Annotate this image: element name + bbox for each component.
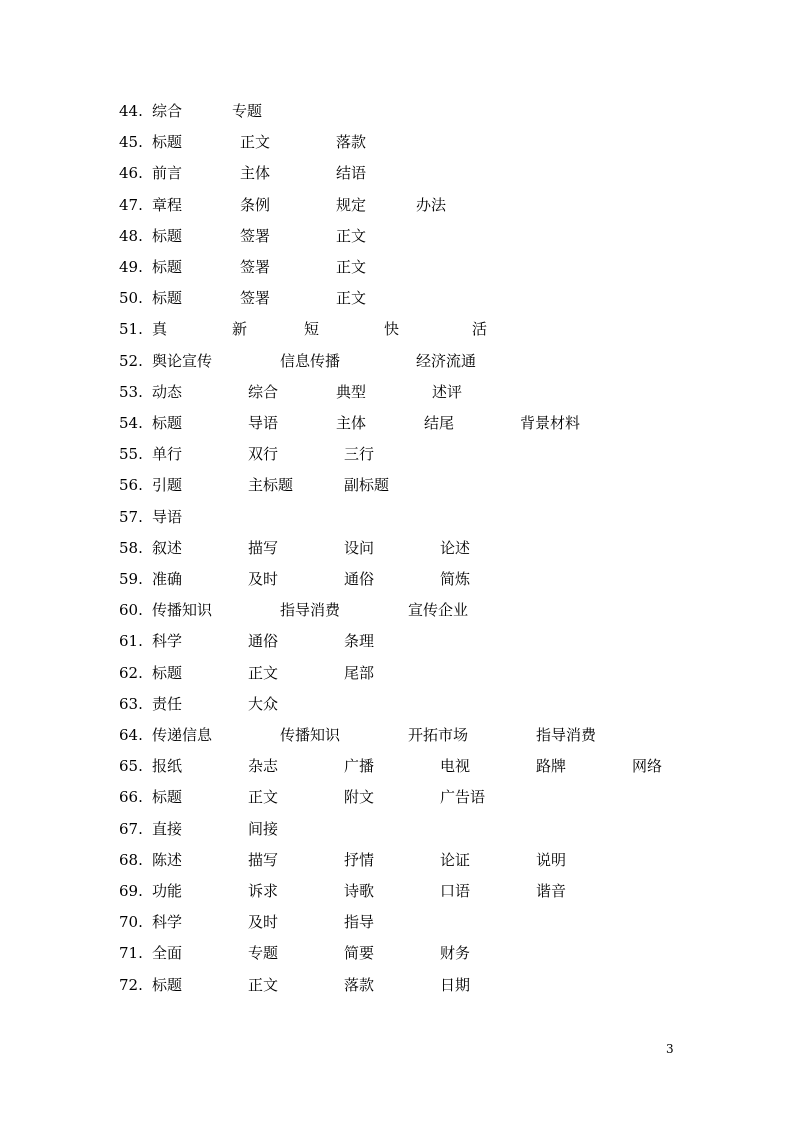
answer-number: 61. xyxy=(119,632,143,651)
answer-term: 陈述 xyxy=(152,850,183,869)
answer-term: 及时 xyxy=(248,913,279,932)
answer-number: 47. xyxy=(119,195,143,214)
answer-term: 标题 xyxy=(152,133,183,152)
answer-term: 直接 xyxy=(152,819,183,838)
answer-row xyxy=(0,630,794,652)
answer-number: 52. xyxy=(119,351,143,370)
answer-number: 58. xyxy=(119,538,143,557)
answer-term: 及时 xyxy=(248,570,279,588)
answer-row xyxy=(0,131,794,153)
answer-row xyxy=(0,256,794,278)
answer-number: 72. xyxy=(119,975,143,994)
answer-term: 电视 xyxy=(440,757,471,776)
answer-row xyxy=(0,100,794,122)
answer-term: 标题 xyxy=(152,258,183,276)
answer-term: 间接 xyxy=(248,819,279,838)
answer-term: 通俗 xyxy=(248,632,279,651)
answer-term: 签署 xyxy=(240,226,271,245)
answer-term: 杂志 xyxy=(248,757,279,776)
answer-term: 谐音 xyxy=(536,882,567,900)
answer-term: 说明 xyxy=(536,850,567,869)
answer-term: 广告语 xyxy=(440,788,486,807)
answer-number: 59. xyxy=(119,570,143,588)
answer-term: 综合 xyxy=(152,102,183,120)
answer-term: 简炼 xyxy=(440,570,471,588)
answer-row xyxy=(0,568,794,590)
answer-term: 论证 xyxy=(440,850,471,869)
answer-term: 指导消费 xyxy=(536,726,597,744)
answer-term: 正文 xyxy=(248,788,279,807)
answer-number: 56. xyxy=(119,476,143,495)
answer-term: 主体 xyxy=(240,164,271,183)
answer-term: 责任 xyxy=(152,694,183,713)
answer-number: 66. xyxy=(119,788,143,807)
answer-row xyxy=(0,225,794,247)
answer-term: 专题 xyxy=(248,944,279,963)
answer-row xyxy=(0,849,794,871)
answer-term: 主体 xyxy=(336,414,367,432)
answer-term: 标题 xyxy=(152,289,183,308)
answer-row xyxy=(0,911,794,933)
answer-term: 开拓市场 xyxy=(408,726,469,744)
answer-number: 71. xyxy=(119,944,143,963)
answer-term: 落款 xyxy=(336,133,367,152)
answer-term: 正文 xyxy=(248,663,279,682)
answer-term: 经济流通 xyxy=(416,351,477,370)
answer-row xyxy=(0,443,794,465)
answer-term: 抒情 xyxy=(344,850,375,869)
answer-term: 三行 xyxy=(344,445,375,464)
answer-term: 描写 xyxy=(248,538,279,557)
answer-term: 简要 xyxy=(344,944,375,963)
answer-term: 标题 xyxy=(152,414,183,432)
answer-term: 标题 xyxy=(152,975,183,994)
answer-row xyxy=(0,287,794,309)
answer-term: 大众 xyxy=(248,694,279,713)
answer-term: 功能 xyxy=(152,882,183,900)
answer-term: 正文 xyxy=(336,258,367,276)
answer-term: 科学 xyxy=(152,913,183,932)
answer-term: 全面 xyxy=(152,944,183,963)
answer-term: 财务 xyxy=(440,944,471,963)
answer-number: 57. xyxy=(119,507,143,526)
answer-row xyxy=(0,194,794,216)
answer-term: 指导 xyxy=(344,913,375,932)
answer-term: 日期 xyxy=(440,975,471,994)
answer-row xyxy=(0,412,794,434)
answer-term: 叙述 xyxy=(152,538,183,557)
answer-row xyxy=(0,724,794,746)
answer-term: 口语 xyxy=(440,882,471,900)
page-number: 3 xyxy=(666,1042,674,1056)
answer-term: 传递信息 xyxy=(152,726,213,744)
answer-term: 舆论宣传 xyxy=(152,351,213,370)
answer-term: 专题 xyxy=(232,102,263,120)
answer-term: 签署 xyxy=(240,289,271,308)
answer-number: 46. xyxy=(119,164,143,183)
answer-term: 论述 xyxy=(440,538,471,557)
answer-term: 标题 xyxy=(152,788,183,807)
answer-number: 54. xyxy=(119,414,143,432)
answer-row xyxy=(0,474,794,496)
answer-term: 附文 xyxy=(344,788,375,807)
answer-row xyxy=(0,693,794,715)
answer-row xyxy=(0,662,794,684)
answer-term: 导语 xyxy=(152,507,183,526)
answer-row xyxy=(0,350,794,372)
answer-term: 准确 xyxy=(152,570,183,588)
answer-term: 条例 xyxy=(240,195,271,214)
answer-term: 综合 xyxy=(248,382,279,401)
answer-row xyxy=(0,755,794,777)
answer-term: 短 xyxy=(304,320,320,339)
answer-term: 正文 xyxy=(336,289,367,308)
answer-number: 51. xyxy=(119,320,143,339)
answer-row xyxy=(0,942,794,964)
answer-term: 活 xyxy=(472,320,488,339)
answer-term: 办法 xyxy=(416,195,447,214)
answer-term: 背景材料 xyxy=(520,414,581,432)
answer-term: 结尾 xyxy=(424,414,455,432)
answer-term: 网络 xyxy=(632,757,663,776)
answer-number: 64. xyxy=(119,726,143,744)
answer-row xyxy=(0,599,794,621)
answer-term: 述评 xyxy=(432,382,463,401)
answer-term: 新 xyxy=(232,320,248,339)
answer-term: 诗歌 xyxy=(344,882,375,900)
answer-term: 动态 xyxy=(152,382,183,401)
answer-term: 诉求 xyxy=(248,882,279,900)
answer-number: 67. xyxy=(119,819,143,838)
answer-term: 双行 xyxy=(248,445,279,464)
answer-term: 正文 xyxy=(240,133,271,152)
answer-term: 信息传播 xyxy=(280,351,341,370)
answer-term: 设问 xyxy=(344,538,375,557)
answer-term: 通俗 xyxy=(344,570,375,588)
answer-term: 引题 xyxy=(152,476,183,495)
answer-term: 标题 xyxy=(152,663,183,682)
answer-term: 规定 xyxy=(336,195,367,214)
answer-term: 尾部 xyxy=(344,663,375,682)
answer-row xyxy=(0,318,794,340)
answer-term: 标题 xyxy=(152,226,183,245)
answer-term: 宣传企业 xyxy=(408,601,469,620)
answer-number: 65. xyxy=(119,757,143,776)
answer-term: 前言 xyxy=(152,164,183,183)
answer-term: 报纸 xyxy=(152,757,183,776)
answer-term: 科学 xyxy=(152,632,183,651)
answer-term: 落款 xyxy=(344,975,375,994)
answer-number: 62. xyxy=(119,663,143,682)
answer-term: 描写 xyxy=(248,850,279,869)
answer-term: 真 xyxy=(152,320,168,339)
answer-row xyxy=(0,974,794,996)
answer-term: 章程 xyxy=(152,195,183,214)
answer-term: 指导消费 xyxy=(280,601,341,620)
answer-number: 49. xyxy=(119,258,143,276)
answer-term: 传播知识 xyxy=(280,726,341,744)
answer-number: 53. xyxy=(119,382,143,401)
answer-term: 广播 xyxy=(344,757,375,776)
answer-term: 传播知识 xyxy=(152,601,213,620)
answer-term: 签署 xyxy=(240,258,271,276)
answer-row xyxy=(0,818,794,840)
answer-number: 44. xyxy=(119,102,143,120)
answer-number: 55. xyxy=(119,445,143,464)
answer-term: 结语 xyxy=(336,164,367,183)
answer-term: 典型 xyxy=(336,382,367,401)
answer-row xyxy=(0,880,794,902)
answer-term: 正文 xyxy=(336,226,367,245)
answer-number: 63. xyxy=(119,694,143,713)
answer-row xyxy=(0,537,794,559)
answer-row xyxy=(0,162,794,184)
answer-number: 50. xyxy=(119,289,143,308)
answer-number: 70. xyxy=(119,913,143,932)
answer-row xyxy=(0,381,794,403)
answer-number: 69. xyxy=(119,882,143,900)
answer-number: 68. xyxy=(119,850,143,869)
answer-row xyxy=(0,786,794,808)
answer-term: 副标题 xyxy=(344,476,390,495)
answer-row xyxy=(0,506,794,528)
answer-term: 主标题 xyxy=(248,476,294,495)
answer-term: 单行 xyxy=(152,445,183,464)
answer-term: 路牌 xyxy=(536,757,567,776)
answer-term: 正文 xyxy=(248,975,279,994)
answer-number: 45. xyxy=(119,133,143,152)
answer-number: 48. xyxy=(119,226,143,245)
answer-term: 导语 xyxy=(248,414,279,432)
answer-number: 60. xyxy=(119,601,143,620)
answer-term: 条理 xyxy=(344,632,375,651)
answer-term: 快 xyxy=(384,320,400,339)
